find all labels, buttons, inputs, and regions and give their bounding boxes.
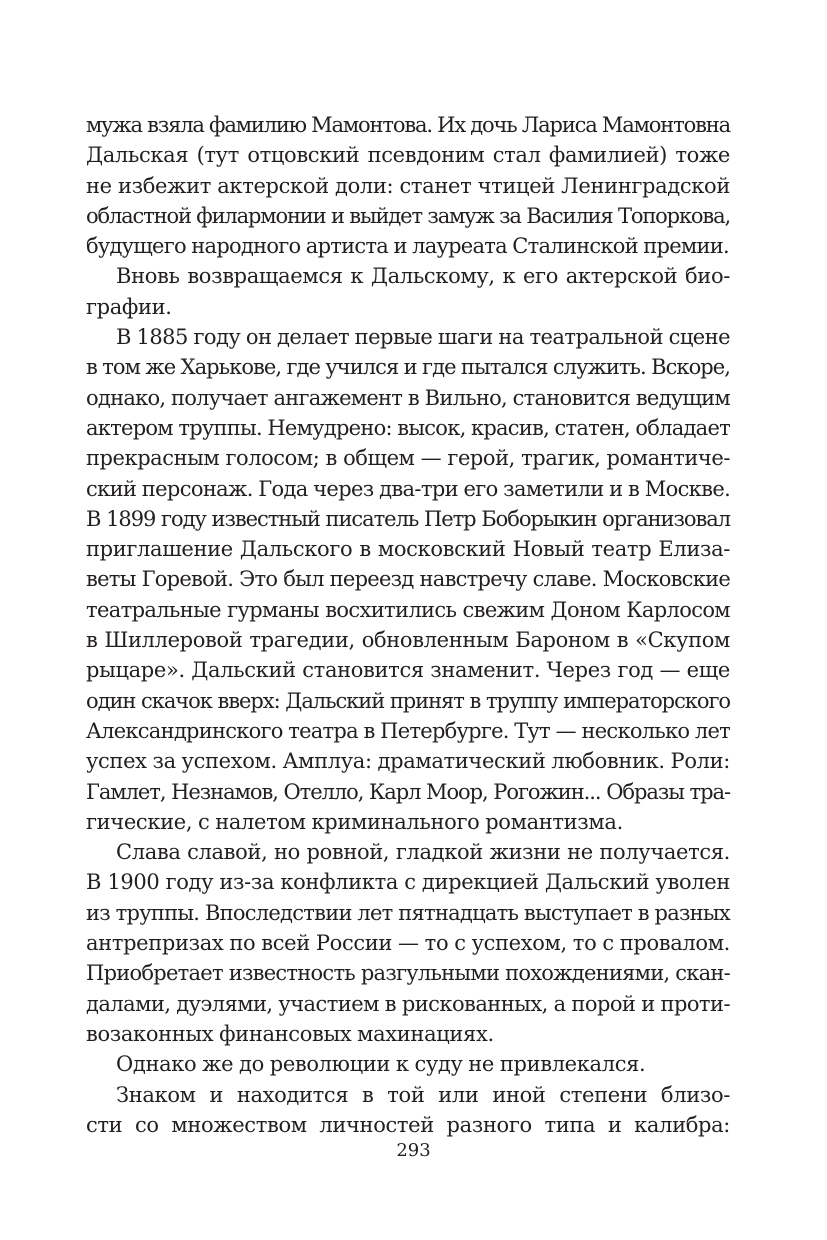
paragraph <box>86 322 730 837</box>
text-line: рыцаре». Дальский становится знаменит. Через год — еще <box>86 658 730 683</box>
text-line: Знаком и находится в той или иной степени близо- <box>116 1082 730 1107</box>
text-line: Слава славой, но ровной, гладкой жизни не получается. <box>116 840 730 865</box>
text-line: один скачок вверх: Дальский принят в труппу императорского <box>86 688 730 713</box>
text-line: однако, получает ангажемент в Вильно, становится ведущим <box>86 385 730 410</box>
text-line: Гамлет, Незнамов, Отелло, Карл Моор, Рогожин... Образы тра- <box>86 779 730 804</box>
text-line: возаконных финансовых махинациях. <box>86 1021 494 1046</box>
paragraph <box>86 261 730 322</box>
text-line: Вновь возвращаемся к Дальскому, к его актерской био- <box>116 264 730 289</box>
paragraph <box>86 110 730 261</box>
text-line: Дальская (тут отцовский псевдоним стал фамилией) тоже <box>86 143 730 168</box>
text-line: областной филармонии и выйдет замуж за Василия Топоркова, <box>86 203 730 228</box>
text-line: приглашение Дальского в московский Новый театр Елиза- <box>86 537 730 562</box>
text-line: В 1885 году он делает первые шаги на театральной сцене <box>116 325 730 350</box>
text-line: гические, с налетом криминального романтизма. <box>86 809 623 834</box>
text-line: В 1900 году из-за конфликта с дирекцией Дальский уволен <box>86 870 730 895</box>
paragraph <box>86 1080 730 1141</box>
page-body <box>86 110 730 1140</box>
text-line: В 1899 году известный писатель Петр Боборыкин организовал <box>86 506 730 531</box>
text-line: из труппы. Впоследствии лет пятнадцать выступает в разных <box>86 900 730 925</box>
text-line: сти со множеством личностей разного типа и калибра: <box>86 1112 730 1137</box>
text-line: в Шиллеровой трагедии, обновленным Бароном в «Скупом <box>86 628 730 653</box>
text-line: театральные гурманы восхитились свежим Доном Карлосом <box>86 597 730 622</box>
text-line: актером труппы. Немудрено: высок, красив, статен, обладает <box>86 415 730 440</box>
text-line: Александринского театра в Петербурге. Тут — несколько лет <box>86 718 730 743</box>
text-line: Приобретает известность разгульными похождениями, скан- <box>86 961 730 986</box>
text-line: антрепризах по всей России — то с успехом, то с провалом. <box>86 931 730 956</box>
text-line: мужа взяла фамилию Мамонтова. Их дочь Лариса Мамонтовна <box>86 113 730 137</box>
text-line: успех за успехом. Амплуа: драматический любовник. Роли: <box>86 749 730 774</box>
text-line: далами, дуэлями, участием в рискованных, а порой и проти- <box>86 991 730 1016</box>
text-line: в том же Харькове, где учился и где пытался служить. Вскоре, <box>86 355 730 380</box>
text-line: веты Горевой. Это был переезд навстречу славе. Московские <box>86 567 730 592</box>
paragraph <box>86 1049 730 1079</box>
text-line: прекрасным голосом; в общем — герой, трагик, романтиче- <box>86 446 730 471</box>
page-number: 293 <box>396 1140 431 1161</box>
text-line: графии. <box>86 294 172 319</box>
text-line: Однако же до революции к суду не привлекался. <box>116 1052 646 1077</box>
text-line: не избежит актерской доли: станет чтицей Ленинградской <box>86 173 730 198</box>
paragraph <box>86 837 730 1049</box>
text-line: будущего народного артиста и лауреата Сталинской премии. <box>86 234 729 259</box>
text-line: ский персонаж. Года через два-три его заметили и в Москве. <box>86 476 731 501</box>
